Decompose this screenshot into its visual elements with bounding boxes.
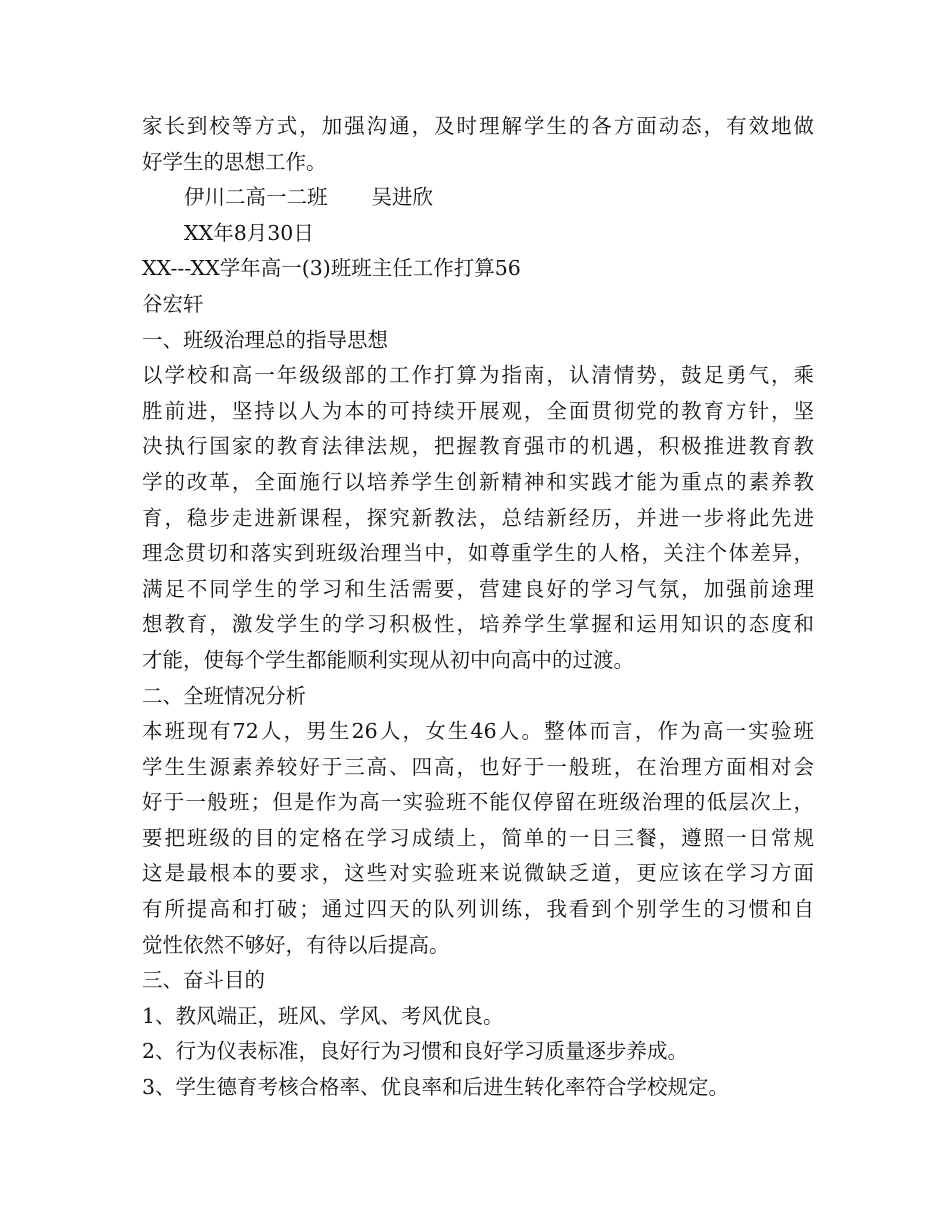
paragraph-line: 觉性依然不够好，有待以后提高。 <box>142 932 450 957</box>
section-heading: 一、班级治理总的指导思想 <box>142 327 388 352</box>
signature-author: 吴进欣 <box>371 185 433 210</box>
author-name: 谷宏轩 <box>142 291 204 316</box>
paragraph-line: 胜前进，坚持以人为本的可持续开展观，全面贯彻党的教育方针，坚 <box>142 398 814 423</box>
paragraph-line: 本班现有72人，男生26人，女生46人。整体而言，作为高一实验班 <box>142 719 814 744</box>
paragraph-line: 好学生的思想工作。 <box>142 149 327 174</box>
document-title: XX---XX学年高一(3)班班主任工作打算56 <box>142 256 521 281</box>
paragraph-line: 才能，使每个学生都能顺利实现从初中向高中的过渡。 <box>142 647 634 672</box>
section-heading: 三、奋斗目的 <box>142 968 265 993</box>
paragraph-line: 育，稳步走进新课程，探究新教法，总结新经历，并进一步将此先进 <box>142 505 814 530</box>
signature-line <box>142 180 814 216</box>
paragraph-line: 这是最根本的要求，这些对实验班来说微缺乏道，更应该在学习方面 <box>142 861 814 886</box>
list-item: 3、学生德育考核合格率、优良率和后进生转化率符合学校规定。 <box>142 1075 730 1100</box>
paragraph-line: 想教育，激发学生的学习积极性，培养学生掌握和运用知识的态度和 <box>142 612 814 637</box>
paragraph-line: 好于一般班；但是作为高一实验班不能仅停留在班级治理的低层次上， <box>142 790 814 815</box>
paragraph-line: 要把班级的目的定格在学习成绩上，简单的一日三餐，遵照一日常规 <box>142 825 814 850</box>
paragraph-line: 学的改革，全面施行以培养学生创新精神和实践才能为重点的素养教 <box>142 469 814 494</box>
paragraph-line: 决执行国家的教育法律法规，把握教育强市的机遇，积极推进教育教 <box>142 434 814 459</box>
signature-class: 伊川二高一二班 <box>184 185 328 210</box>
paragraph-line: 学生生源素养较好于三高、四高，也好于一般班，在治理方面相对会 <box>142 754 814 779</box>
paragraph-line: 以学校和高一年级级部的工作打算为指南，认清情势，鼓足勇气，乘 <box>142 363 814 388</box>
paragraph-line: 满足不同学生的学习和生活需要，营建良好的学习气氛，加强前途理 <box>142 576 814 601</box>
section-heading: 二、全班情况分析 <box>142 683 306 708</box>
paragraph-line: 理念贯切和落实到班级治理当中，如尊重学生的人格，关注个体差异， <box>142 541 814 566</box>
signature-date: XX年8月30日 <box>184 220 314 245</box>
paragraph-line: 有所提高和打破；通过四天的队列训练，我看到个别学生的习惯和自 <box>142 897 814 922</box>
list-item: 1、教风端正，班风、学风、考风优良。 <box>142 1003 504 1028</box>
document-body <box>142 109 814 1106</box>
paragraph-line: 家长到校等方式，加强沟通，及时理解学生的各方面动态，有效地做 <box>142 114 814 138</box>
list-item: 2、行为仪表标准，良好行为习惯和良好学习质量逐步养成。 <box>142 1039 689 1064</box>
